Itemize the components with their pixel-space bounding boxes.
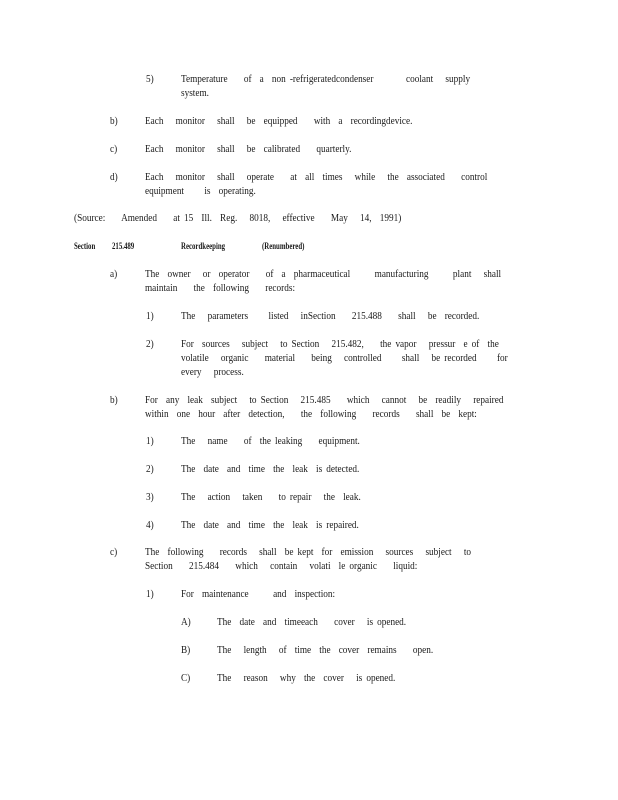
item-d1-marker: d) (110, 172, 118, 183)
sub-b-item3-text: The action taken to repair the leak. (181, 492, 361, 503)
sub-a-item2-line2: volatile organic material being controlled shall be recorded for (181, 353, 508, 364)
item-b1-marker: b) (110, 116, 118, 127)
sub-b-line1: For any leak subject to Section 215.485 which cannot be readily repaired (145, 395, 504, 406)
sub-a-line1: The owner or operator of a pharmaceutical manufacturing plant shall (145, 269, 502, 280)
item-5-marker: 5) (146, 74, 154, 85)
sub-b-item1-marker: 1) (146, 436, 154, 447)
item-d1-line1: Each monitor shall operate at all times while the associated control (145, 172, 488, 183)
sub-a-item1-text: The parameters listed inSection 215.488 shall be recorded. (181, 311, 480, 322)
sub-c-line2: Section 215.484 which contain volati le organic liquid: (145, 561, 418, 572)
sub-c-subitem-b-marker: B) (181, 645, 191, 656)
sub-c-subitem-c-marker: C) (181, 673, 191, 684)
sub-c-subitem-a-marker: A) (181, 617, 191, 628)
item-d1-line2: equipment is operating. (145, 186, 256, 197)
source-note: (Source: Amended at 15 Ill. Reg. 8018, effective May 14, 1991) (74, 213, 402, 224)
item-c1-marker: c) (110, 144, 118, 155)
item-b1-text: Each monitor shall be equipped with a recordingdevice. (145, 116, 413, 127)
sub-a-item2-line3: every process. (181, 367, 244, 378)
section-number: 215.489 (112, 242, 135, 252)
section-note: (Renumbered) (262, 242, 305, 252)
item-c1-text: Each monitor shall be calibrated quarterly. (145, 144, 352, 155)
sub-b-item4-marker: 4) (146, 520, 154, 531)
item-5-line2: system. (181, 88, 209, 99)
sub-b-item2-marker: 2) (146, 464, 154, 475)
section-label: Section (74, 242, 96, 252)
sub-c-line1: The following records shall be kept for emission sources subject to (145, 547, 472, 558)
sub-b-item2-text: The date and time the leak is detected. (181, 464, 360, 475)
sub-c-subitem-a-text: The date and timeeach cover is opened. (217, 617, 407, 628)
section-title: Recordkeeping (181, 242, 226, 252)
sub-c-subitem-b-text: The length of time the cover remains open. (217, 645, 434, 656)
sub-b-item3-marker: 3) (146, 492, 154, 503)
sub-b-line2: within one hour after detection, the following records shall be kept: (145, 409, 477, 420)
sub-b-item1-text: The name of the leaking equipment. (181, 436, 360, 447)
sub-b-item4-text: The date and time the leak is repaired. (181, 520, 359, 531)
sub-c-marker: c) (110, 547, 118, 558)
sub-a-item1-marker: 1) (146, 311, 154, 322)
sub-c-subitem-c-text: The reason why the cover is opened. (217, 673, 396, 684)
sub-a-item2-line1: For sources subject to Section 215.482, the vapor pressur e of the (181, 339, 499, 350)
sub-a-line2: maintain the following records: (145, 283, 296, 294)
sub-c-item1-text: For maintenance and inspection: (181, 589, 336, 600)
sub-a-item2-marker: 2) (146, 339, 154, 350)
item-5-line1: Temperature of a non -refrigeratedcondenser coolant supply (181, 74, 471, 85)
sub-c-item1-marker: 1) (146, 589, 154, 600)
sub-a-marker: a) (110, 269, 118, 280)
sub-b-marker: b) (110, 395, 118, 406)
